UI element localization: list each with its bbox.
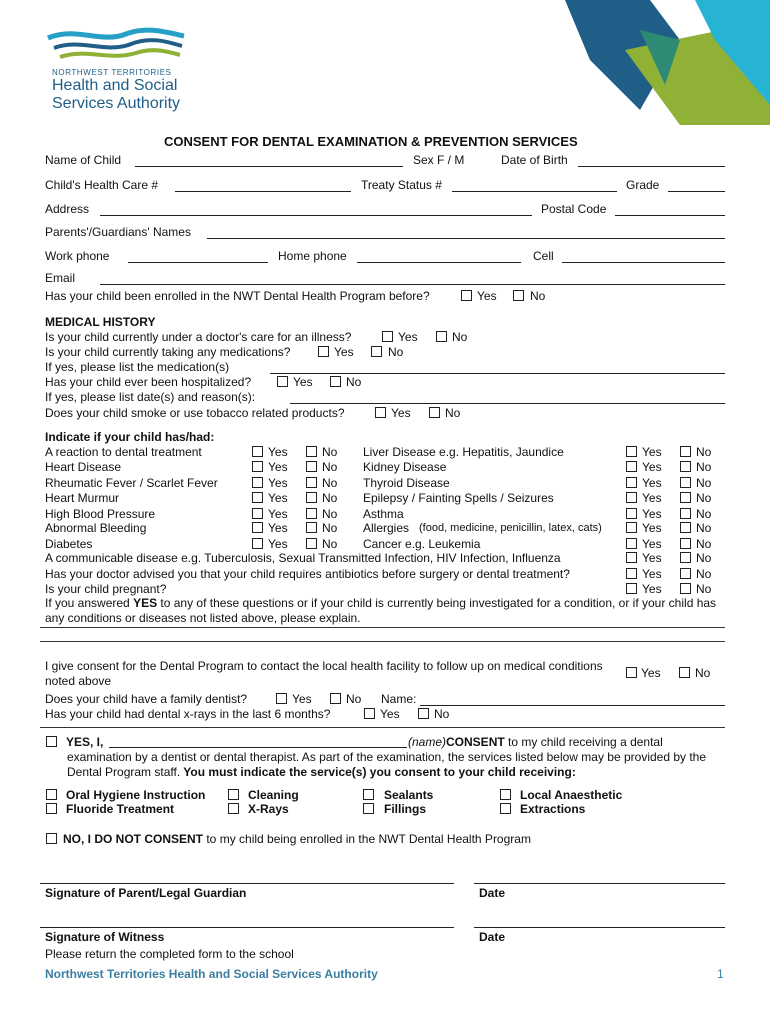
label-yes: Yes <box>391 406 411 420</box>
label-no: No <box>530 289 546 303</box>
label-no: No <box>696 476 712 490</box>
checkbox-condition-no[interactable] <box>680 583 691 594</box>
service-xrays: X-Rays <box>248 802 289 816</box>
condition-label: High Blood Pressure <box>45 507 156 521</box>
label-no: No <box>322 476 338 490</box>
label-yes: Yes <box>292 692 312 706</box>
checkbox-contact-yes[interactable] <box>626 667 637 678</box>
checkbox-condition-no[interactable] <box>680 552 691 563</box>
input-cell[interactable] <box>562 262 725 263</box>
label-no: No <box>452 330 468 344</box>
label-email: Email <box>45 271 76 285</box>
input-signature-witness[interactable] <box>40 927 454 928</box>
label-yes: Yes <box>477 289 497 303</box>
label-yes: Yes <box>642 551 662 565</box>
condition-label: Thyroid Disease <box>363 476 450 490</box>
condition-label: Heart Murmur <box>45 491 120 505</box>
input-signature-parent[interactable] <box>40 883 454 884</box>
label-yes: Yes <box>642 445 662 459</box>
checkbox-oral-hygiene[interactable] <box>46 789 57 800</box>
label-no: No <box>696 460 712 474</box>
no-consent-rest: to my child being enrolled in the NWT Dental Health Program <box>203 832 531 846</box>
q-xrays: Has your child had dental x-rays in the last 6 months? <box>45 707 331 721</box>
service-oral-hygiene: Oral Hygiene Instruction <box>66 788 206 802</box>
return-note: Please return the completed form to the school <box>45 947 294 961</box>
checkbox-condition-yes[interactable] <box>626 522 637 533</box>
label-no: No <box>445 406 461 420</box>
checkbox-condition-no[interactable] <box>306 461 317 472</box>
input-consent-name[interactable] <box>109 747 407 748</box>
q-list-medications: If yes, please list the medication(s) <box>45 360 230 374</box>
input-grade[interactable] <box>668 191 725 192</box>
q-doctor-care: Is your child currently under a doctor's care for an illness? <box>45 330 352 344</box>
checkbox-condition-no[interactable] <box>306 477 317 488</box>
checkbox-condition-yes[interactable] <box>252 446 263 457</box>
condition-label: Asthma <box>363 507 404 521</box>
condition-label: Kidney Disease <box>363 460 447 474</box>
input-hospital-dates[interactable] <box>290 403 725 404</box>
checkbox-condition-yes[interactable] <box>626 538 637 549</box>
checkbox-condition-no[interactable] <box>680 522 691 533</box>
q-medications: Is your child currently taking any medications? <box>45 345 291 359</box>
explain-text <box>45 596 725 626</box>
form-title: CONSENT FOR DENTAL EXAMINATION & PREVENTION SERVICES <box>164 134 578 149</box>
checkbox-enrolled-no[interactable] <box>513 290 524 301</box>
label-no: No <box>695 666 711 680</box>
checkbox-q1-no[interactable] <box>436 331 447 342</box>
medical-heading: MEDICAL HISTORY <box>45 315 156 329</box>
input-postal[interactable] <box>615 215 725 216</box>
checkbox-condition-no[interactable] <box>306 508 317 519</box>
label-yes: Yes <box>268 491 288 505</box>
consent-name-line <box>408 735 663 749</box>
input-date-witness[interactable] <box>474 927 725 928</box>
label-yes: Yes <box>642 491 662 505</box>
checkbox-xrays-service[interactable] <box>228 803 239 814</box>
label-yes: Yes <box>293 375 313 389</box>
condition-label: Heart Disease <box>45 460 122 474</box>
checkbox-condition-no[interactable] <box>680 568 691 579</box>
consent-body <box>67 750 717 780</box>
checkbox-condition-no[interactable] <box>680 492 691 503</box>
explain-line-2[interactable] <box>40 641 725 642</box>
checkbox-sealants[interactable] <box>363 789 374 800</box>
label-no: No <box>696 491 712 505</box>
label-yes: Yes <box>398 330 418 344</box>
label-no: No <box>696 445 712 459</box>
label-yes: Yes <box>268 445 288 459</box>
corner-graphic <box>440 0 770 125</box>
checkbox-q6-yes[interactable] <box>375 407 386 418</box>
q-antibiotics: Has your doctor advised you that your child requires antibiotics before surgery or dental treatment? <box>45 567 570 581</box>
checkbox-condition-yes[interactable] <box>626 508 637 519</box>
checkbox-q2-no[interactable] <box>371 346 382 357</box>
label-yes: Yes <box>642 567 662 581</box>
input-email[interactable] <box>100 284 725 285</box>
label-work-phone: Work phone <box>45 249 110 263</box>
condition-label: Liver Disease e.g. Hepatitis, Jaundice <box>363 445 564 459</box>
condition-label: A reaction to dental treatment <box>45 445 202 459</box>
label-no: No <box>696 537 712 551</box>
label-no: No <box>434 707 450 721</box>
checkbox-condition-yes[interactable] <box>252 508 263 519</box>
consent-body-text: examination by a dentist or dental therapist. As part of the examination, the services listed below may be provided by the Dental Program staff. <box>67 750 707 779</box>
checkbox-condition-no[interactable] <box>306 538 317 549</box>
checkbox-condition-no[interactable] <box>306 446 317 457</box>
condition-label: Abnormal Bleeding <box>45 521 147 535</box>
checkbox-condition-yes[interactable] <box>252 492 263 503</box>
label-no: No <box>322 537 338 551</box>
label-no: No <box>696 521 712 535</box>
consent-to-child: to my child receiving a dental <box>504 735 663 749</box>
checkbox-condition-no[interactable] <box>680 538 691 549</box>
input-name-of-child[interactable] <box>135 166 403 167</box>
q-tobacco: Does your child smoke or use tobacco related products? <box>45 406 345 420</box>
section-divider <box>40 727 725 728</box>
label-yes: Yes <box>641 666 661 680</box>
logo-line1: NORTHWEST TERRITORIES <box>52 68 172 77</box>
consent-name-label: (name) <box>408 735 447 749</box>
condition-label: Diabetes <box>45 537 93 551</box>
checkbox-q4-yes[interactable] <box>277 376 288 387</box>
q-hospitalized: Has your child ever been hospitalized? <box>45 375 252 389</box>
checkbox-no-consent[interactable] <box>46 833 57 844</box>
no-consent-text <box>63 832 531 846</box>
label-dentist-name: Name: <box>381 692 417 706</box>
label-yes: Yes <box>268 476 288 490</box>
label-signature-parent: Signature of Parent/Legal Guardian <box>45 886 247 900</box>
label-yes: Yes <box>268 507 288 521</box>
checkbox-fluoride[interactable] <box>46 803 57 814</box>
checkbox-condition-yes[interactable] <box>626 477 637 488</box>
label-enrolled: Has your child been enrolled in the NWT Dental Health Program before? <box>45 289 430 303</box>
checkbox-condition-yes[interactable] <box>252 538 263 549</box>
checkbox-xrays-no[interactable] <box>418 708 429 719</box>
input-work-phone[interactable] <box>128 262 268 263</box>
label-yes: Yes <box>268 521 288 535</box>
label-sex: Sex F / M <box>413 153 465 167</box>
service-fluoride: Fluoride Treatment <box>66 802 175 816</box>
label-yes: Yes <box>642 476 662 490</box>
page-number: 1 <box>717 967 724 981</box>
service-local-anaesthetic: Local Anaesthetic <box>520 788 623 802</box>
checkbox-condition-yes[interactable] <box>626 492 637 503</box>
label-yes: Yes <box>642 521 662 535</box>
checkbox-condition-yes[interactable] <box>252 461 263 472</box>
explain-yes: YES <box>133 596 158 610</box>
label-yes: Yes <box>642 537 662 551</box>
condition-label: Allergies <box>363 521 410 535</box>
condition-label: Epilepsy / Fainting Spells / Seizures <box>363 491 554 505</box>
q-family-dentist: Does your child have a family dentist? <box>45 692 248 706</box>
label-date-parent: Date <box>479 886 506 900</box>
label-yes: Yes <box>334 345 354 359</box>
checkbox-local-anaesthetic[interactable] <box>500 789 511 800</box>
label-cell: Cell <box>533 249 554 263</box>
input-treaty[interactable] <box>452 191 617 192</box>
label-health-care: Child's Health Care # <box>45 178 159 192</box>
checkbox-extractions[interactable] <box>500 803 511 814</box>
checkbox-condition-no[interactable] <box>680 477 691 488</box>
label-parents: Parents'/Guardians' Names <box>45 225 191 239</box>
checkbox-condition-no[interactable] <box>306 492 317 503</box>
label-no: No <box>696 507 712 521</box>
checkbox-fillings[interactable] <box>363 803 374 814</box>
label-dob: Date of Birth <box>501 153 568 167</box>
checkbox-condition-yes[interactable] <box>626 568 637 579</box>
checkbox-condition-yes[interactable] <box>626 583 637 594</box>
label-no: No <box>322 460 338 474</box>
label-no: No <box>388 345 404 359</box>
label-name-of-child: Name of Child <box>45 153 122 167</box>
no-consent-bold: NO, I DO NOT CONSENT <box>63 832 204 846</box>
label-yes: Yes <box>642 582 662 596</box>
consent-contact-text: I give consent for the Dental Program to contact the local health facility to follow up on medical conditions noted above <box>45 659 603 688</box>
checkbox-condition-yes[interactable] <box>626 552 637 563</box>
explain-pre: If you answered <box>45 596 134 610</box>
explain-line-1[interactable] <box>40 627 725 628</box>
consent-yes-i: YES, I, <box>66 735 104 749</box>
label-no: No <box>346 375 362 389</box>
consent-must: You must indicate the service(s) you consent to your child receiving: <box>180 765 576 779</box>
checkbox-consent-yes[interactable] <box>46 736 57 747</box>
label-yes: Yes <box>642 460 662 474</box>
input-date-parent[interactable] <box>474 883 725 884</box>
checkbox-q2-yes[interactable] <box>318 346 329 357</box>
logo-line2: Health and Social <box>52 77 178 94</box>
q-communicable: A communicable disease e.g. Tuberculosis, Sexual Transmitted Infection, HIV Infection, Influenza <box>45 551 561 565</box>
label-address: Address <box>45 202 90 216</box>
label-no: No <box>696 567 712 581</box>
checkbox-condition-yes[interactable] <box>252 522 263 533</box>
checkbox-enrolled-yes[interactable] <box>461 290 472 301</box>
checkbox-condition-no[interactable] <box>306 522 317 533</box>
label-no: No <box>346 692 362 706</box>
label-treaty: Treaty Status # <box>361 178 442 192</box>
condition-label: Rheumatic Fever / Scarlet Fever <box>45 476 218 490</box>
checkbox-dentist-yes[interactable] <box>276 693 287 704</box>
input-home-phone[interactable] <box>357 262 521 263</box>
checkbox-condition-no[interactable] <box>680 461 691 472</box>
checkbox-condition-yes[interactable] <box>252 477 263 488</box>
checkbox-dentist-no[interactable] <box>330 693 341 704</box>
label-no: No <box>322 507 338 521</box>
service-sealants: Sealants <box>384 788 434 802</box>
label-no: No <box>322 491 338 505</box>
checkbox-q6-no[interactable] <box>429 407 440 418</box>
label-postal: Postal Code <box>541 202 607 216</box>
input-dob[interactable] <box>578 166 725 167</box>
service-fillings: Fillings <box>384 802 426 816</box>
label-grade: Grade <box>626 178 660 192</box>
logo <box>46 26 186 118</box>
logo-line3: Services Authority <box>52 95 181 112</box>
checkbox-xrays-yes[interactable] <box>364 708 375 719</box>
checkbox-q1-yes[interactable] <box>382 331 393 342</box>
label-no: No <box>696 551 712 565</box>
input-parents[interactable] <box>207 238 725 239</box>
label-yes: Yes <box>642 507 662 521</box>
checkbox-contact-no[interactable] <box>679 667 690 678</box>
consent-word: CONSENT <box>446 735 505 749</box>
checkbox-condition-yes[interactable] <box>626 461 637 472</box>
service-extractions: Extractions <box>520 802 586 816</box>
q-hospital-dates: If yes, please list date(s) and reason(s): <box>45 390 256 404</box>
footer-org: Northwest Territories Health and Social Services Authority <box>45 967 378 981</box>
service-cleaning: Cleaning <box>248 788 299 802</box>
label-no: No <box>696 582 712 596</box>
indicate-heading: Indicate if your child has/had: <box>45 430 215 444</box>
label-no: No <box>322 521 338 535</box>
allergies-detail: (food, medicine, penicillin, latex, cats) <box>419 522 602 534</box>
wave-logo-icon <box>46 26 186 64</box>
label-yes: Yes <box>268 460 288 474</box>
input-medications[interactable] <box>270 373 725 374</box>
checkbox-condition-yes[interactable] <box>626 446 637 457</box>
label-signature-witness: Signature of Witness <box>45 930 165 944</box>
label-no: No <box>322 445 338 459</box>
checkbox-condition-no[interactable] <box>680 508 691 519</box>
checkbox-q4-no[interactable] <box>330 376 341 387</box>
q-pregnant: Is your child pregnant? <box>45 582 167 596</box>
checkbox-condition-no[interactable] <box>680 446 691 457</box>
explain-post: to any of these questions or if your child is currently being investigated for a condition, or if your child has any conditions or diseases not listed above, please explain. <box>45 596 717 625</box>
label-yes: Yes <box>380 707 400 721</box>
input-health-care[interactable] <box>175 191 351 192</box>
label-home-phone: Home phone <box>278 249 347 263</box>
input-address[interactable] <box>100 215 532 216</box>
checkbox-cleaning[interactable] <box>228 789 239 800</box>
condition-label: Cancer e.g. Leukemia <box>363 537 481 551</box>
label-date-witness: Date <box>479 930 506 944</box>
input-dentist-name[interactable] <box>420 705 725 706</box>
label-yes: Yes <box>268 537 288 551</box>
